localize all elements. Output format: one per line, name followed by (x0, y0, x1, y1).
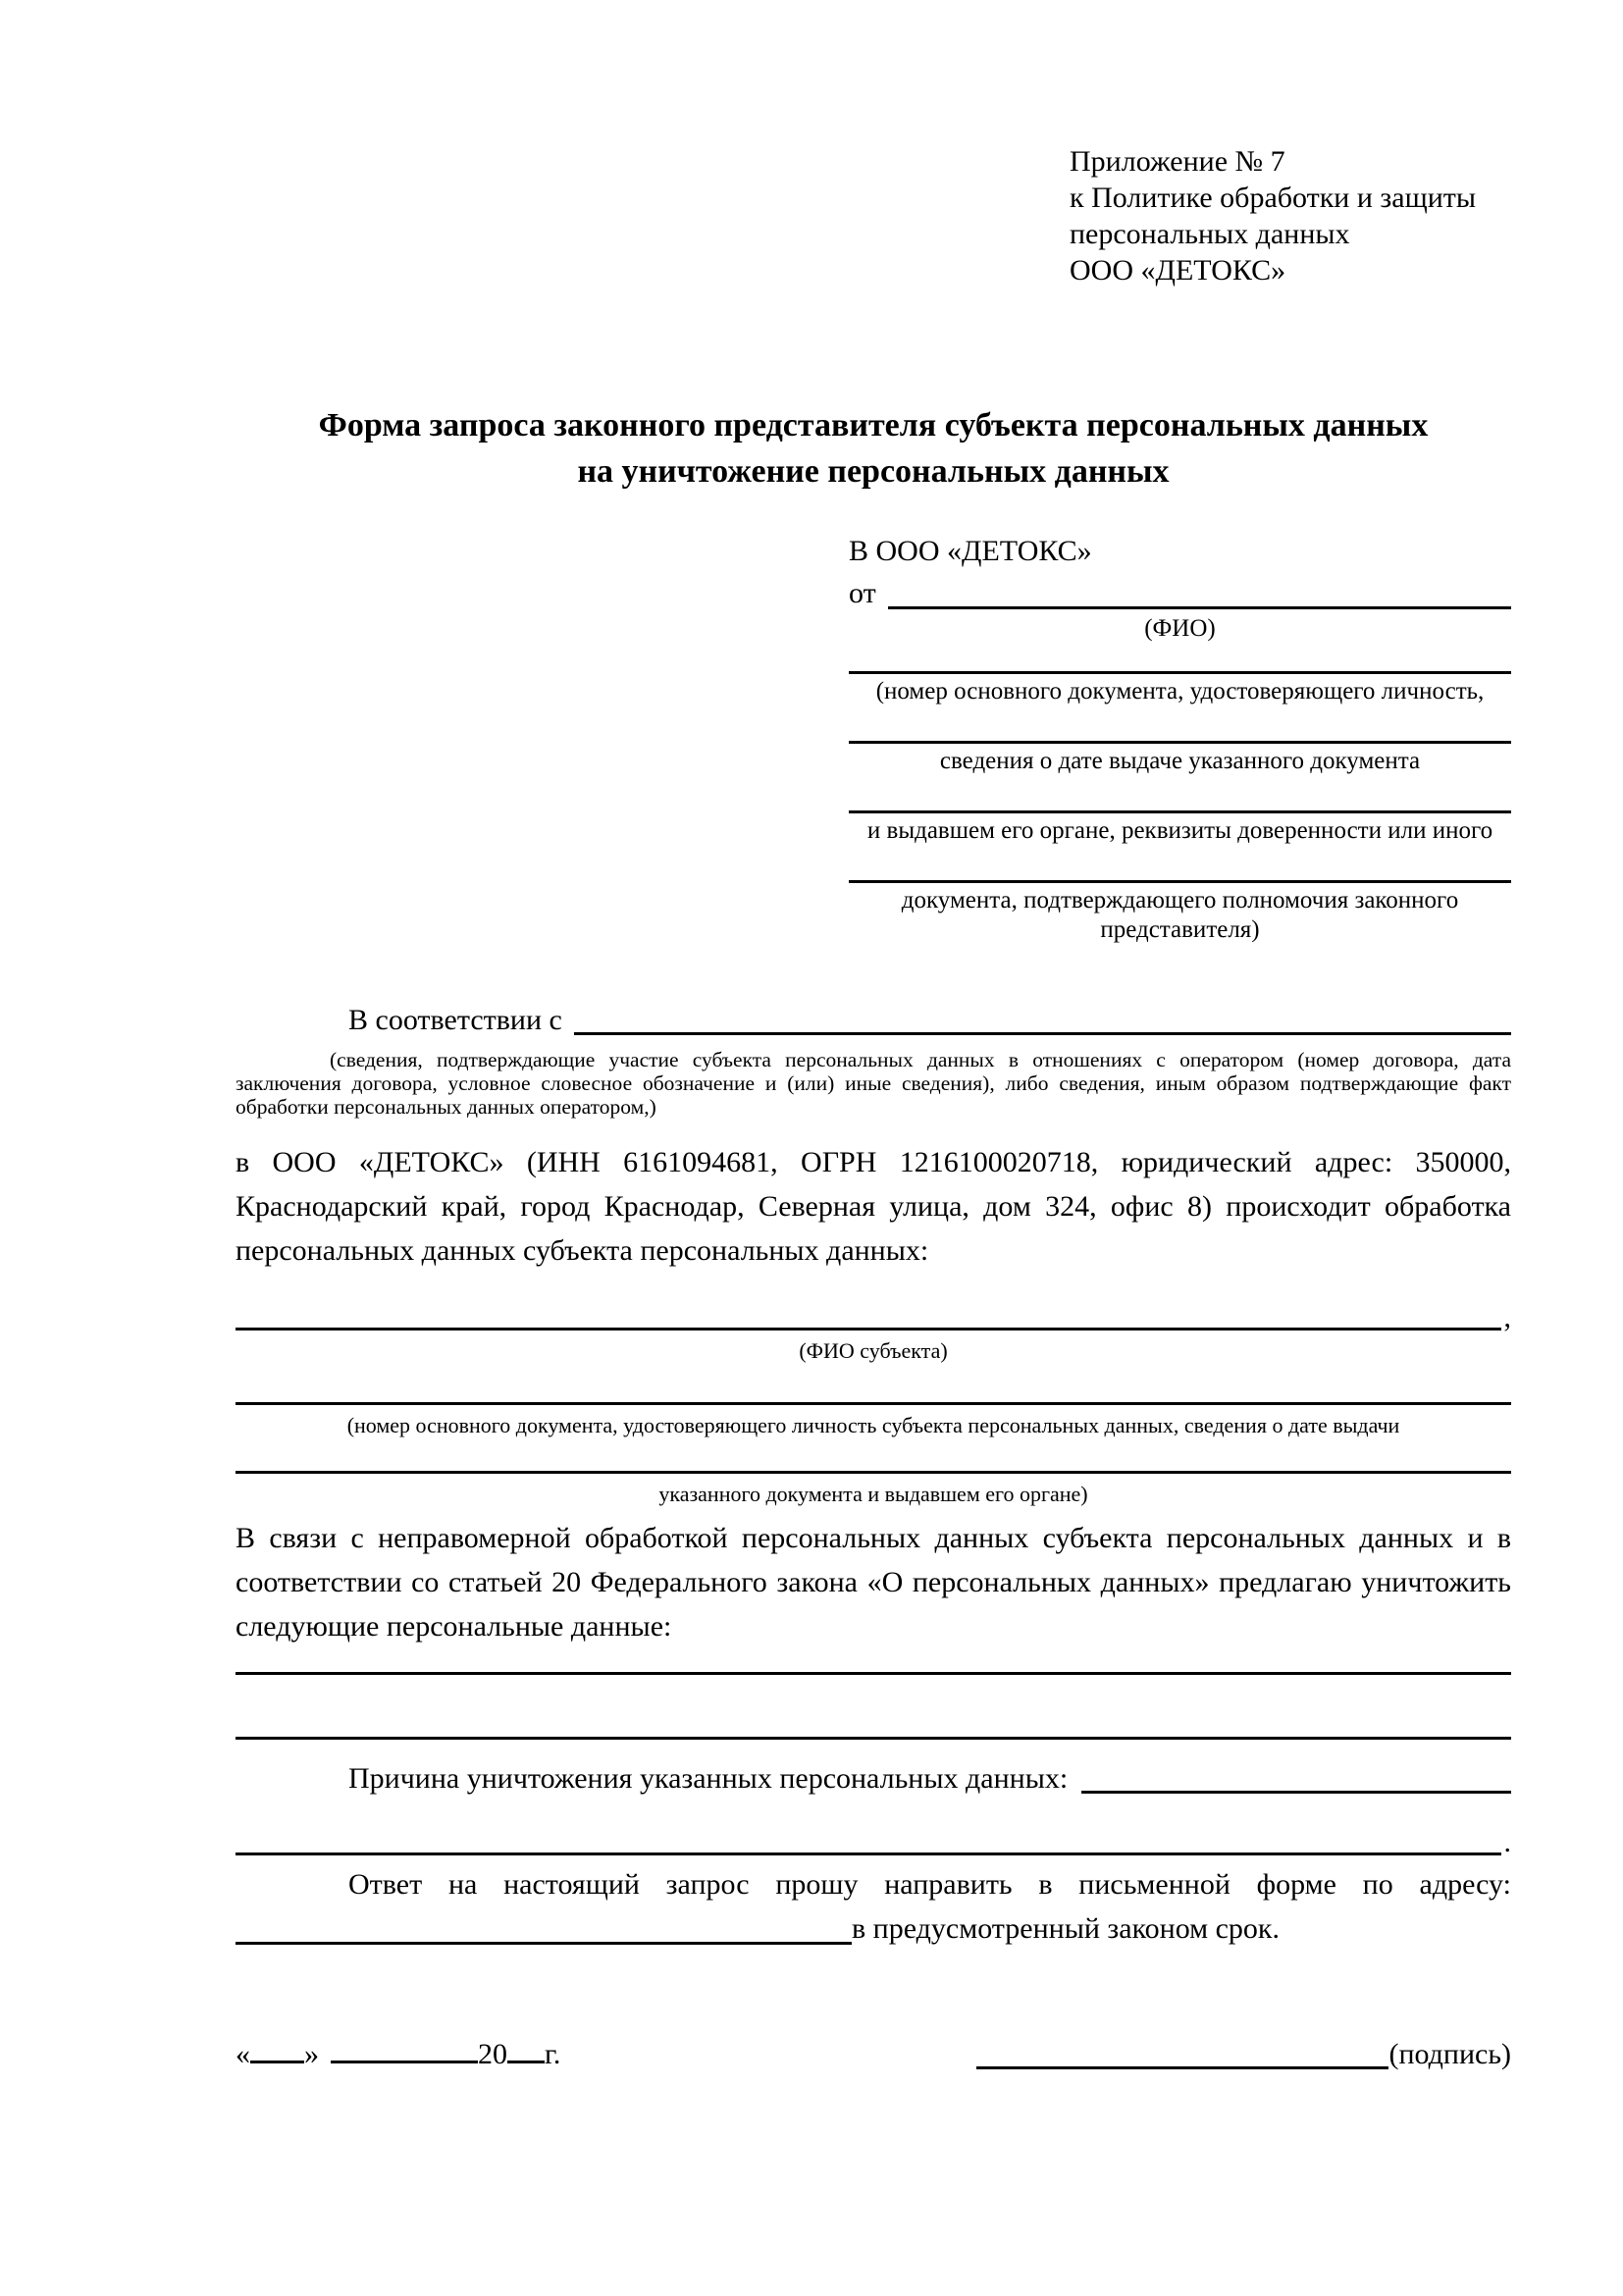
answer-tail: в предусмотренный законом срок. (852, 1911, 1280, 1945)
request-paragraph: В связи с неправомерной обработкой персональных данных субъекта персональных данных и в соответствии со статьей 20 Федерального закона «О персональных данных» предлагаю уничтожить следующие персональные данные: (236, 1521, 1511, 1643)
reason-continuation-row (236, 1823, 1511, 1862)
data-to-destroy-row (236, 1737, 1511, 1747)
blank-field-line (236, 1672, 1511, 1675)
blank-field-line (331, 2033, 478, 2063)
date-year-prefix: 20 (478, 2037, 507, 2070)
accordance-fine-print: (сведения, подтверждающие участие субъекта персональных данных в отношениях с оператором (номер договора, дата заключения договора, условное словесное обозначение и (или) иные сведения), либо сведения, иным образом подтверждающие факт обработки персональных данных оператором,) (236, 1048, 1511, 1119)
date-quote-open: « (236, 2037, 250, 2070)
blank-field-line (888, 573, 1511, 609)
trailing-period: . (1503, 1825, 1511, 1858)
blank-field-line (236, 1737, 1511, 1740)
blank-field-line (507, 2033, 545, 2063)
blank-field-line (849, 671, 1511, 674)
document-title-line: на уничтожение персональных данных (577, 453, 1170, 490)
reason-row (236, 1758, 1511, 1800)
blank-field-line (236, 1471, 1511, 1474)
document-title-line: Форма запроса законного представителя субъекта персональных данных (318, 407, 1429, 444)
blank-field-line (250, 2033, 304, 2063)
reason-label: Причина уничтожения указанных персональных данных: (348, 1761, 1069, 1795)
document-title (236, 402, 1511, 495)
subject-doc-caption: указанного документа и выдавшем его органе) (658, 1481, 1088, 1506)
annex-line: к Политике обработки и защиты (1070, 182, 1477, 214)
annex-line: Приложение № 7 (1070, 145, 1285, 178)
date-year-suffix: г. (545, 2037, 561, 2070)
accordance-row (236, 998, 1511, 1042)
trailing-comma: , (1503, 1300, 1511, 1333)
blank-field-line (849, 810, 1511, 813)
field-caption: (номер основного документа, удостоверяющего личность, (875, 678, 1485, 704)
field-caption: документа, подтверждающего полномочия законного представителя) (901, 887, 1459, 943)
subject-doc-caption: (номер основного документа, удостоверяющего личность субъекта персональных данных, сведения о дате выдачи (346, 1412, 1400, 1437)
accordance-lead: В соответствии с (348, 1004, 562, 1036)
subject-doc-row (236, 1402, 1511, 1412)
annex-line: персональных данных (1070, 218, 1350, 250)
annex-header (1070, 0, 1511, 288)
blank-field-line (849, 880, 1511, 883)
date-quote-close: » (304, 2037, 319, 2070)
subject-fio-caption: (ФИО субъекта) (799, 1337, 948, 1363)
recipient-block (849, 530, 1511, 945)
recipient-to: В ООО «ДЕТОКС» (849, 535, 1092, 567)
blank-field-line (236, 1852, 1501, 1855)
operator-paragraph: в ООО «ДЕТОКС» (ИНН 6161094681, ОГРН 1216100020718, юридический адрес: 350000, Краснодарский край, город Краснодар, Северная улица, дом 324, офис 8) происходит обработка персональных данных субъекта персональных данных: (236, 1145, 1511, 1267)
blank-field-line (236, 1402, 1511, 1405)
subject-fio-row (236, 1298, 1511, 1337)
field-caption-fio: (ФИО) (1144, 615, 1216, 642)
blank-field-line (236, 1328, 1501, 1331)
subject-doc-row (236, 1471, 1511, 1481)
date-field (236, 2033, 560, 2075)
blank-field-line (236, 1906, 852, 1945)
from-row (849, 573, 1511, 614)
footer-row (236, 2033, 1511, 2075)
signature-caption: (подпись) (1388, 2037, 1511, 2070)
data-to-destroy-row (236, 1672, 1511, 1682)
from-label: от (849, 577, 876, 609)
annex-line: ООО «ДЕТОКС» (1070, 254, 1286, 287)
answer-address-row (236, 1906, 1511, 1951)
blank-field-line (849, 741, 1511, 744)
field-caption: и выдавшем его органе, реквизиты доверенности или иного (866, 817, 1493, 844)
field-caption: сведения о дате выдаче указанного документа (939, 748, 1421, 774)
blank-field-line (976, 2066, 1388, 2069)
blank-field-line (574, 998, 1511, 1035)
answer-paragraph: Ответ на настоящий запрос прошу направить в письменной форме по адресу: (348, 1867, 1511, 1901)
blank-field-line (1081, 1758, 1511, 1794)
signature-field (976, 2034, 1511, 2075)
